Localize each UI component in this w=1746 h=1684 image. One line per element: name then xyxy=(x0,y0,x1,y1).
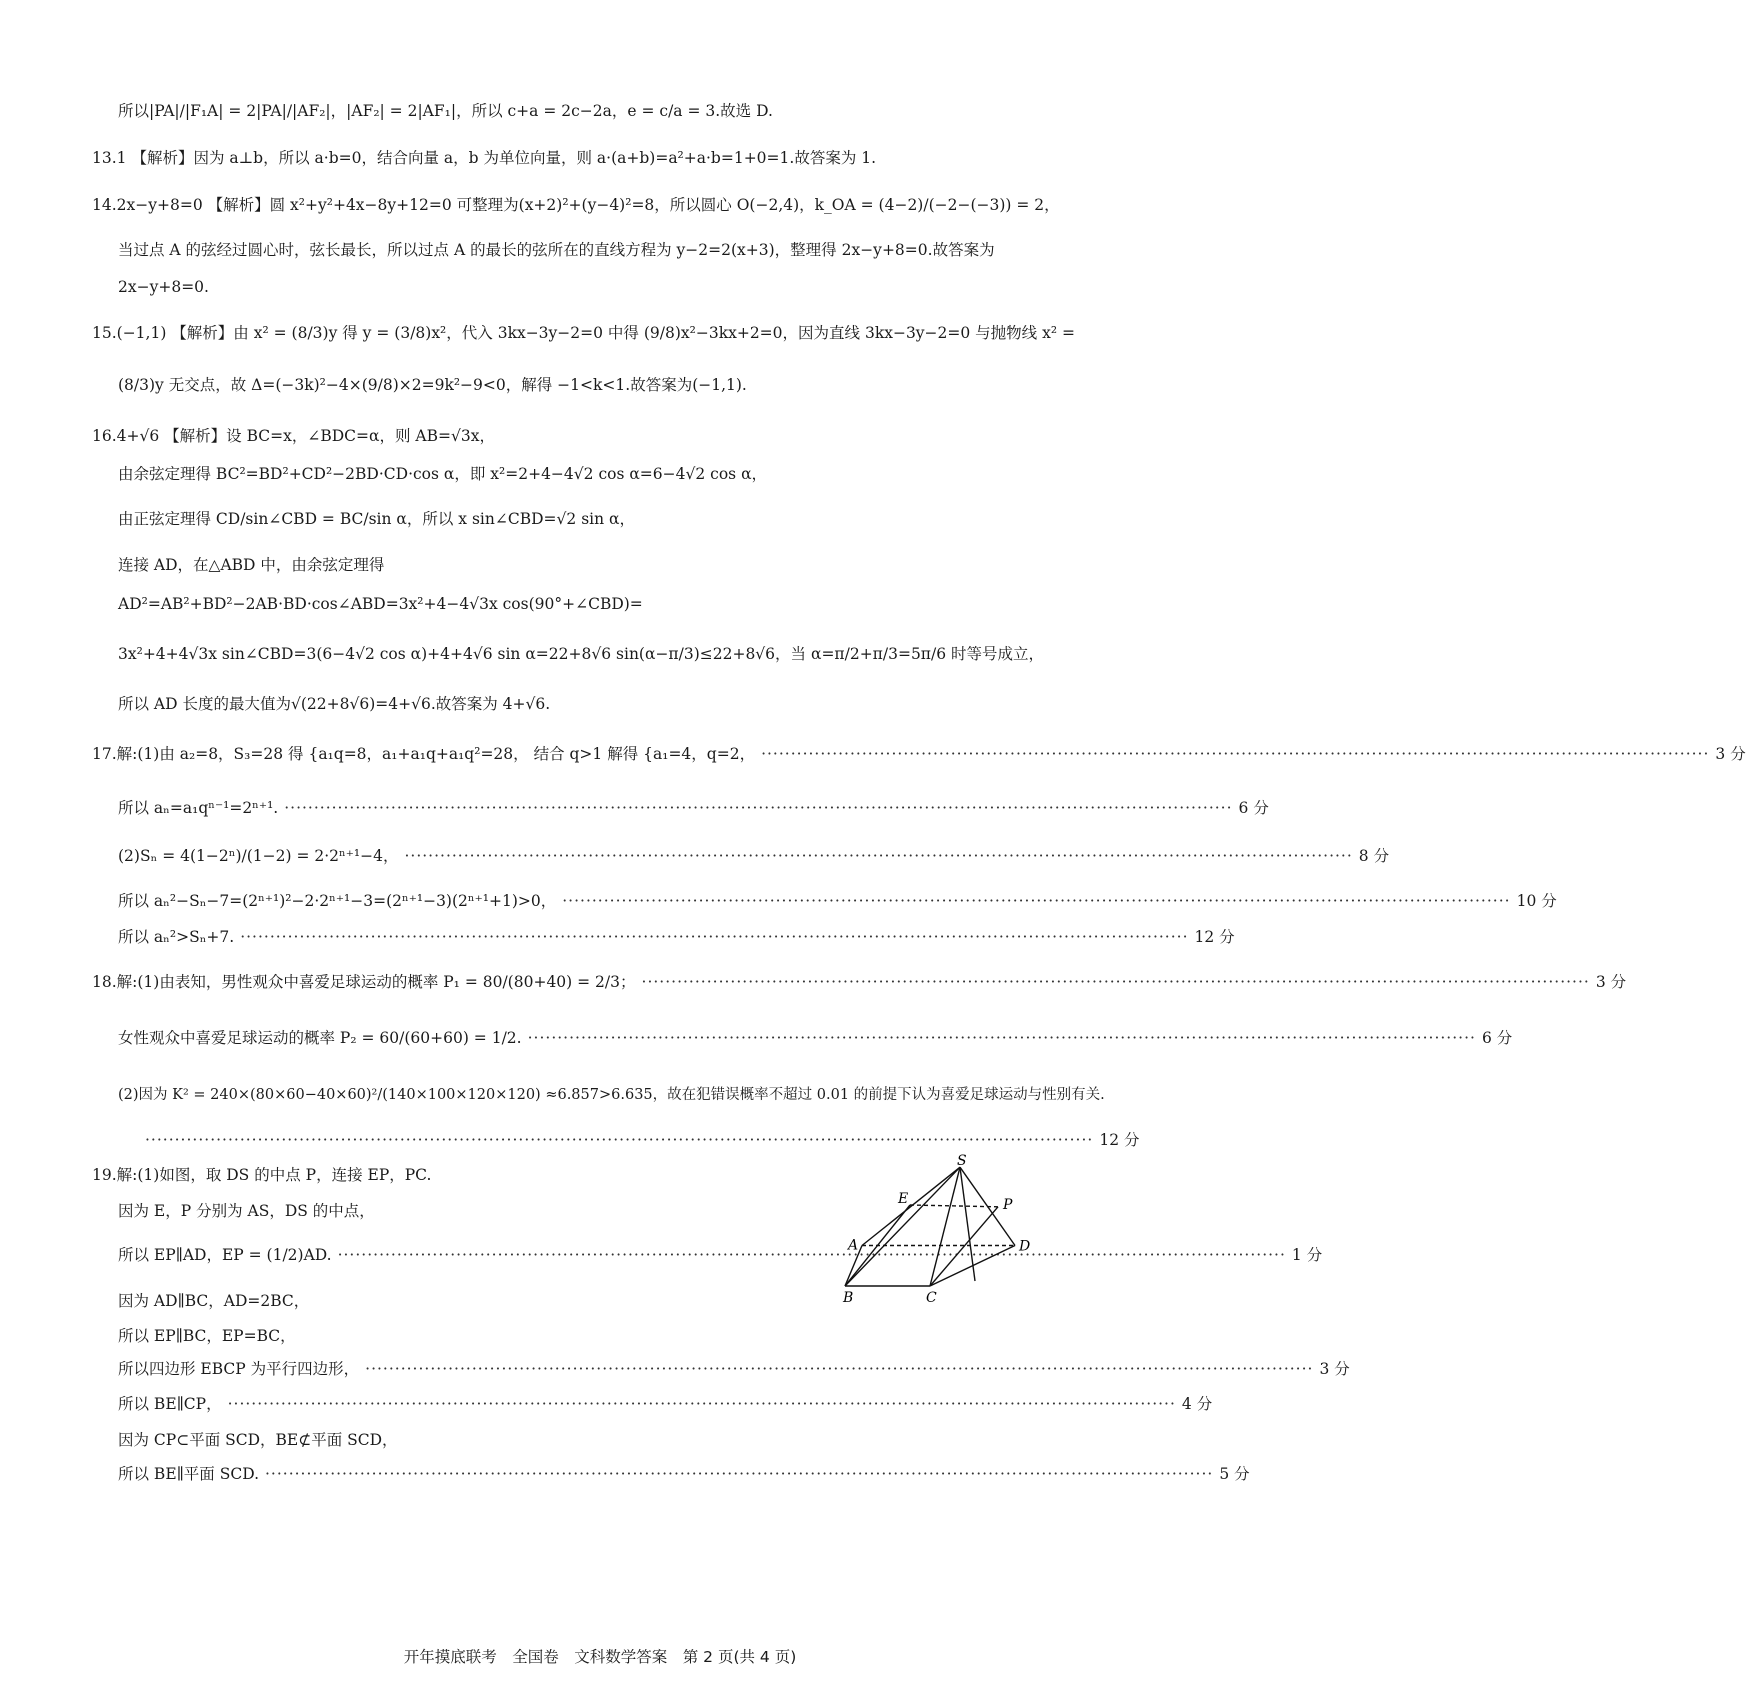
solution-18-part2-score xyxy=(145,1129,1140,1151)
solution-17-part2: (2)Sₙ = 4(1−2ⁿ)/(1−2) = 2·2ⁿ⁺¹−4， ····· 8 分 xyxy=(118,845,1030,867)
solution-17-conclusion: 所以 aₙ²>Sₙ+7. ····· 12 分 xyxy=(118,926,1030,948)
score-1: 1 分 xyxy=(1291,1246,1323,1264)
solution-16-sine: 由正弦定理得 CD/sin∠CBD = BC/sin α，所以 x sin∠CBD=√2 sin α， xyxy=(118,510,635,528)
vertex-label-p: P xyxy=(1003,1196,1013,1213)
score-6: 6 分 xyxy=(1238,799,1269,817)
solution-19-ep-bc: 所以 EP∥BC，EP=BC， xyxy=(118,1327,296,1345)
score-12: 12 分 xyxy=(1099,1131,1140,1149)
score-8: 8 分 xyxy=(1358,847,1390,865)
vertex-label-d: D xyxy=(1019,1238,1031,1255)
solution-16: 16.4+√6 【解析】设 BC=x，∠BDC=α，则 AB=√3x， xyxy=(92,427,495,445)
solution-17-part1: 17.解:(1)由 a₂=8，S₃=28 得 {a₁q=8，a₁+a₁q+a₁q²=28， 结合 q>1 解得 {a₁=4，q=2， ····· 3 分 xyxy=(92,743,1030,765)
solution-19-parallelogram: 所以四边形 EBCP 为平行四边形， ····· 3 分 xyxy=(118,1358,1030,1380)
score-10: 10 分 xyxy=(1516,892,1557,910)
solution-17-inequality: 所以 aₙ²−Sₙ−7=(2ⁿ⁺¹)²−2·2ⁿ⁺¹−3=(2ⁿ⁺¹−3)(2ⁿ⁺¹+1)>0， ····· 10 分 xyxy=(118,890,1030,912)
solution-14-line2: 当过点 A 的弦经过圆心时，弦长最长，所以过点 A 的最长的弦所在的直线方程为 y−2=2(x+3)，整理得 2x−y+8=0.故答案为 xyxy=(118,241,995,259)
solution-18-female: 女性观众中喜爱足球运动的概率 P₂ = 60/(60+60) = 1/2. ····· 6 分 xyxy=(118,1027,1030,1049)
solution-19-line-plane: 因为 CP⊂平面 SCD，BE⊄平面 SCD， xyxy=(118,1431,398,1449)
solution-19-intro: 19.解:(1)如图，取 DS 的中点 P，连接 EP，PC. xyxy=(92,1166,432,1184)
solution-12-conclusion: 所以|PA|/|F₁A| = 2|PA|/|AF₂|，|AF₂| = 2|AF₁|，所以 c+a = 2c−2a，e = c/a = 3.故选 D. xyxy=(118,102,773,120)
score-3: 3 分 xyxy=(1595,973,1627,991)
edge-sb xyxy=(845,1167,960,1286)
solution-18-part2: (2)因为 K² = 240×(80×60−40×60)²/(140×100×120×120) ≈6.857>6.635，故在犯错误概率不超过 0.01 的前提下认为喜爱足球运动与性别有关. xyxy=(118,1087,1105,1103)
vertex-label-a: A xyxy=(848,1237,859,1254)
score-4: 4 分 xyxy=(1181,1395,1213,1413)
solution-19-ep-parallel: 所以 EP∥AD，EP = (1/2)AD. ····· 1 分 xyxy=(118,1244,838,1266)
solution-16-answer: 所以 AD 长度的最大值为√(22+8√6)=4+√6.故答案为 4+√6. xyxy=(118,695,551,713)
solution-15: 15.(−1,1) 【解析】由 x² = (8/3)y 得 y = (3/8)x²，代入 3kx−3y−2=0 中得 (9/8)x²−3kx+2=0，因为直线 3kx−3y−2=0 与抛物线 x² = xyxy=(92,324,1075,342)
solution-18-part1: 18.解:(1)由表知，男性观众中喜爱足球运动的概率 P₁ = 80/(80+40) = 2/3； ····· 3 分 xyxy=(92,971,1030,993)
solution-14-line3: 2x−y+8=0. xyxy=(118,278,209,296)
solution-15-line2: (8/3)y 无交点，故 Δ=(−3k)²−4×(9/8)×2=9k²−9<0，解得 −1<k<1.故答案为(−1,1). xyxy=(118,376,747,394)
solution-19-ad-bc: 因为 AD∥BC，AD=2BC， xyxy=(118,1292,310,1310)
solution-19-be-cp: 所以 BE∥CP， ····· 4 分 xyxy=(118,1393,1030,1415)
pyramid-figure xyxy=(840,1153,1040,1306)
page-footer: 开年摸底联考 全国卷 文科数学答案 第 2 页(共 4 页) xyxy=(403,1648,797,1666)
solution-16-expansion: 3x²+4+4√3x sin∠CBD=3(6−4√2 cos α)+4+4√6 sin α=22+8√6 sin(α−π/3)≤22+8√6，当 α=π/2+π/3=5π/6 时等号成立， xyxy=(118,645,1045,663)
score-5: 5 分 xyxy=(1219,1465,1250,1483)
vertex-label-s: S xyxy=(957,1153,967,1170)
solution-19-midpoints: 因为 E，P 分别为 AS，DS 的中点， xyxy=(118,1202,375,1220)
solution-16-connect: 连接 AD，在△ABD 中，由余弦定理得 xyxy=(118,556,385,574)
solution-17-an: 所以 aₙ=a₁qⁿ⁻¹=2ⁿ⁺¹. ····· 6 分 xyxy=(118,797,1030,819)
score-12: 12 分 xyxy=(1194,928,1235,946)
solution-16-ad-squared: AD²=AB²+BD²−2AB·BD·cos∠ABD=3x²+4−4√3x cos(90°+∠CBD)= xyxy=(118,595,643,613)
vertex-label-b: B xyxy=(843,1290,854,1306)
score-3: 3 分 xyxy=(1715,745,1746,763)
vertex-label-e: E xyxy=(898,1191,909,1207)
solution-14: 14.2x−y+8=0 【解析】圆 x²+y²+4x−8y+12=0 可整理为(x+2)²+(y−4)²=8，所以圆心 O(−2,4)，k_OA = (4−2)/(−2−(−3)) = 2， xyxy=(92,196,1060,214)
score-3: 3 分 xyxy=(1319,1360,1350,1378)
solution-13: 13.1 【解析】因为 a⊥b，所以 a·b=0，结合向量 a，b 为单位向量，则 a·(a+b)=a²+a·b=1+0=1.故答案为 1. xyxy=(92,149,877,167)
score-6: 6 分 xyxy=(1481,1029,1513,1047)
vertex-label-c: C xyxy=(926,1290,937,1306)
solution-16-cosine: 由余弦定理得 BC²=BD²+CD²−2BD·CD·cos α，即 x²=2+4−4√2 cos α=6−4√2 cos α， xyxy=(118,465,768,483)
solution-19-conclusion: 所以 BE∥平面 SCD. ····· 5 分 xyxy=(118,1463,1030,1485)
